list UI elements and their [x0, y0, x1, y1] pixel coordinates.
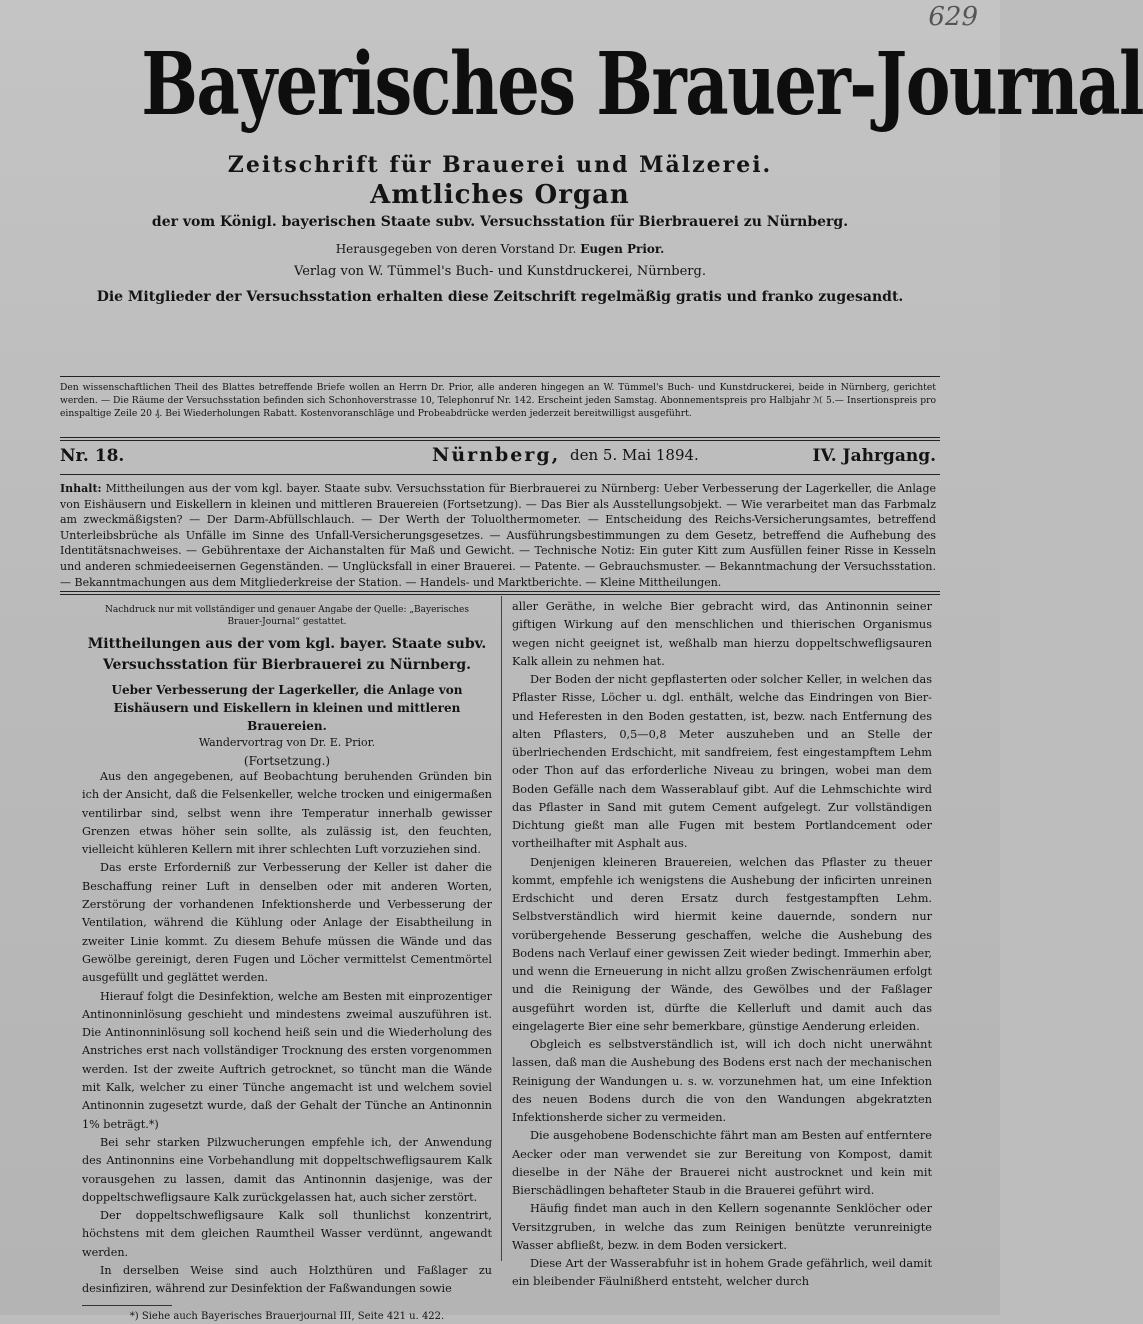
left-column — [82, 598, 492, 1322]
contents-text: Mittheilungen aus der vom kgl. bayer. Staate subv. Versuchsstation für Bierbrauerei zu Nürnberg: Ueber Verbesserung der Lagerkeller, die Anlage von Eishäusern und Eiskellern in kleinen und mittleren Brauereien (Fortsetzung). — Das Bier als Ausstellungsobjekt. — Wie verarbeitet man das Farbmalz am zweckmäßigsten? — Der Darm-Abfüllschlauch. — Der Werth der Toluolthermometer. — Entscheidung des Reichs-Versicherungsamtes, betreffend Unterleibsbrüche als Unfälle im Sinne des Unfall-Versicherungsgesetzes. — Ausführungsbestimmungen zu dem Gesetz, betreffend die Aufhebung des Identitätsnachweises. — Gebührentaxe der Aichanstalten für Maß und Gewicht. — Technische Notiz: Ein guter Kitt zum Ausfüllen feiner Risse in Kesseln und anderen schmiedeeisernen Gegenständen. — Unglücksfall in einer Brauerei. — Patente. — Gebrauchsmuster. — Bekanntmachung der Versuchsstation. — Bekanntmachungen aus dem Mitgliederkreise der Station. — Handels- und Marktberichte. — Kleine Mittheilungen. — [60, 482, 936, 589]
reprint-notice: Nachdruck nur mit vollständiger und genauer Angabe der Quelle: „Bayerisches Brauer-Journal“ gestattet. — [105, 605, 469, 627]
paragraph: Obgleich es selbstverständlich ist, will ich doch nicht unerwähnt lassen, daß man die Aushebung des Bodens erst nach der mechanischen Reinigung der Wandungen u. s. w. vorzunehmen hat, um eine Infektion des neuen Bodens durch die von den Wandungen abgekratzten Infektionsherde sicher zu vermeiden. — [512, 1038, 932, 1124]
paragraph: Diese Art der Wasserabfuhr ist in hohem Grade gefährlich, weil damit ein bleibender Fäulnißherd entsteht, welcher durch — [512, 1257, 932, 1289]
divider-rule — [60, 594, 940, 595]
paragraph: Hierauf folgt die Desinfektion, welche am Besten mit einprozentiger Antinonninlösung geschieht und mindestens zweimal auszuführen ist. Die Antinonninlösung soll kochend heiß sein und die Wiederholung des Anstriches erst nach vollständiger Trocknung des ersten vorgenommen werden. Ist der zweite Auftrich getrocknet, so tüncht man die Wände mit Kalk, welcher zu einer Tünche angemacht ist und welchem soviel Antinonnin zugesetzt wurde, daß der Gehalt der Tünche an Antinonnin 1% beträgt.*) — [82, 989, 492, 1131]
contents-label: Inhalt: — [60, 482, 102, 495]
right-column — [512, 598, 932, 1289]
paragraph: In derselben Weise sind auch Holzthüren und Faßlager zu desinfiziren, während zur Desinfektion der Faßwandungen sowie — [82, 1264, 492, 1296]
paragraph: Das erste Erforderniß zur Verbesserung der Keller ist daher die Beschaffung reiner Luft in denselben oder mit anderen Worten, Zerstörung der vorhandenen Infektionsherde und Verbesserung der Ventilation, während die Kühlung oder Anlage der Eisabtheilung in zweiter Linie kommt. Zu diesem Behufe müssen die Wände und das Gewölbe gereinigt, deren Fugen und Löcher vermittelst Cementmörtel ausgefüllt und geglättet werden. — [82, 861, 492, 985]
issue-number: Nr. 18. — [60, 446, 125, 466]
editor-name: Eugen Prior. — [580, 242, 665, 256]
table-of-contents — [60, 481, 936, 590]
paragraph: aller Geräthe, in welche Bier gebracht wird, das Antinonnin seiner giftigen Wirkung auf den menschlichen und thierischen Organismus wegen nicht geeignet ist, weßhalb man hierzu doppeltschwefligsauren Kalk allein zu nehmen hat. — [512, 600, 932, 668]
paragraph: Bei sehr starken Pilzwucherungen empfehle ich, der Anwendung des Antinonnins eine Vorbehandlung mit doppeltschwefligsaurem Kalk vorausgehen zu lassen, damit das Antinonnin dasjenige, was der doppeltschwefligsaure Kalk zurückgelassen hat, auch sicher zerstört. — [82, 1135, 492, 1204]
paragraph: Die ausgehobene Bodenschichte fährt man am Besten auf entferntere Aecker oder man verwendet sie zur Bereitung von Kompost, damit dieselbe in der Nähe der Brauerei nicht austrocknet und kein mit Bierschädlingen behafteter Staub in die Brauerei geführt wird. — [512, 1129, 932, 1197]
article-title: Mittheilungen aus der vom kgl. bayer. Staate subv. Versuchsstation für Bierbrauerei zu Nürnberg. — [87, 636, 487, 673]
article-subtitle: Ueber Verbesserung der Lagerkeller, die Anlage von Eishäusern und Eiskellern in kleinen und mittleren Brauereien. — [111, 683, 463, 733]
masthead — [40, 34, 1143, 305]
issue-date: den 5. Mai 1894. — [570, 446, 699, 464]
issue-volume: IV. Jahrgang. — [812, 446, 936, 466]
divider-rule — [60, 591, 940, 592]
issue-line — [60, 446, 936, 470]
subscription-notice: Den wissenschaftlichen Theil des Blattes betreffende Briefe wollen an Herrn Dr. Prior, alle anderen hingegen an W. Tümmel's Buch- und Kunstdruckerei, beide in Nürnberg, gerichtet werden. — Die Räume der Versuchsstation befinden sich Schonhoverstrasse 10, Telephonruf Nr. 142. Erscheint jeden Samstag. Abonnementspreis pro Halbjahr ℳ 5.— Insertionspreis pro einspaltige Zeile 20 ₰. Bei Wiederholungen Rabatt. Kostenvoranschläge und Probeabdrücke werden jederzeit bereitwilligst ausgeführt. — [60, 382, 936, 419]
paragraph: Der doppeltschwefligsaure Kalk soll thunlichst konzentrirt, höchstens mit dem gleichen Raumtheil Wasser verdünnt, angewandt werden. — [82, 1209, 492, 1259]
issue-place: Nürnberg, — [432, 444, 561, 466]
footnote: *) Siehe auch Bayerisches Brauerjournal III, Seite 421 u. 422. — [129, 1310, 445, 1322]
paragraph: Aus den angegebenen, auf Beobachtung beruhenden Gründen bin ich der Ansicht, daß die Felsenkeller, welche trocken und einigermaßen ventilirbar sind, selbst wenn ihre Temperatur innerhalb gewisser Grenzen etwas höher sein sollte, als zulässig ist, den feuchten, vielleicht kühleren Kellern mit ihrer schlechten Luft vorzuziehen sind. — [82, 770, 492, 857]
divider-rule — [60, 474, 940, 475]
journal-subtitle: Zeitschrift für Brauerei und Mälzerei. — [227, 152, 773, 178]
paragraph: Denjenigen kleineren Brauereien, welchen das Pflaster zu theuer kommt, empfehle ich wenigstens die Aushebung der inficirten unreinen Erdschicht und deren Ersatz durch festgestampften Lehm. Selbstverständlich wird hiermit keine dauernde, sondern nur vorübergehende Besserung geschaffen, welche die Aushebung des Bodens nach Verlauf einer gewissen Zeit wieder bedingt. Immerhin aber, und wenn die Erneuerung in nicht allzu großen Zwischenräumen erfolgt und die Reinigung der Wände, des Gewölbes und der Faßlager ausgeführt worden ist, dürfte die Kellerluft und damit auch das eingelagerte Bier eine sehr bemerkbare, günstige Aenderung erleiden. — [512, 855, 932, 1033]
official-organ-heading: Amtliches Organ — [370, 180, 630, 210]
article-byline: Wandervortrag von Dr. E. Prior. — [198, 736, 376, 749]
continuation-marker: (Fortsetzung.) — [243, 754, 331, 768]
paragraph: Der Boden der nicht gepflasterten oder solcher Keller, in welchen das Pflaster Risse, Löcher u. dgl. enthält, welche das Eindringen von Bier- und Heferesten in den Boden gestatten, ist, bezw. nach Entfernung des alten Pflasters, 0,5—0,8 Meter auszuheben und an Stelle der überlriechenden Erdschicht, mit sandfreiem, fest eingestampftem Lehm oder Thon auf das erforderliche Niveau zu bringen, wobei man dem Boden Gefälle nach dem Wasserablauf gibt. Auf die Lehmschichte wird das Pflaster in Sand mit gutem Cement aufgelegt. Zur vollständigen Dichtung gießt man alle Fugen mit bestem Portlandcement oder vortheilhafter mit Asphalt aus. — [512, 673, 932, 851]
journal-title: Bayerisches Brauer-Journal — [141, 34, 1143, 135]
members-note: Die Mitglieder der Versuchsstation erhalten diese Zeitschrift regelmäßig gratis und franko zugesandt. — [96, 289, 904, 305]
column-divider — [501, 596, 502, 1261]
paragraph: Häufig findet man auch in den Kellern sogenannte Senklöcher oder Versitzgruben, in welche das zum Reinigen benützte verunreinigte Wasser abfließt, bezw. in dem Boden versickert. — [512, 1202, 932, 1252]
editor-prefix: Herausgegeben von deren Vorstand Dr. — [335, 242, 581, 256]
editor-line — [40, 242, 960, 256]
footnote-rule — [82, 1305, 172, 1306]
archive-page-number: 629 — [928, 2, 978, 32]
divider-rule — [60, 376, 940, 377]
station-line: der vom Königl. bayerischen Staate subv. Versuchsstation für Bierbrauerei zu Nürnberg. — [151, 214, 849, 230]
divider-rule — [60, 440, 940, 441]
publisher-line: Verlag von W. Tümmel's Buch- und Kunstdruckerei, Nürnberg. — [294, 264, 706, 279]
divider-rule — [60, 437, 940, 438]
